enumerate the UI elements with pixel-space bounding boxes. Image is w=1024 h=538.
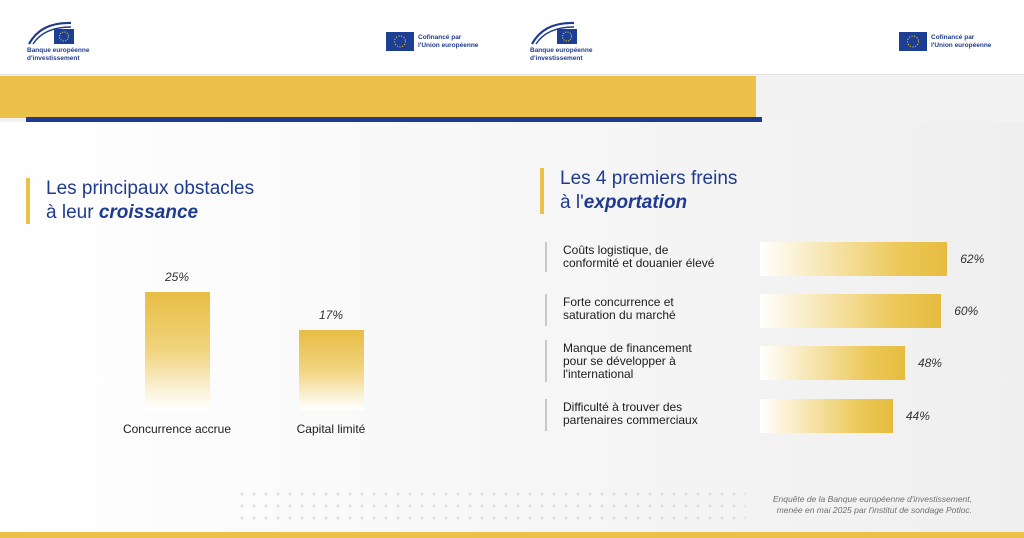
bar-category-label: Manque de financement pour se développer à l'international: [563, 341, 692, 381]
left-section-accent: [26, 178, 30, 224]
yellow-banner: [0, 76, 756, 118]
row-divider: [545, 399, 547, 431]
bar-category-label: Concurrence accrue: [122, 422, 232, 436]
row-divider: [545, 242, 547, 272]
row-divider: [545, 294, 547, 326]
bar: [760, 242, 947, 276]
right-section-title: Les 4 premiers freins à l'exportation: [560, 168, 738, 213]
bar-value-label: 62%: [960, 252, 985, 266]
bar-value-label: 44%: [905, 409, 930, 423]
bar-category-label: Coûts logistique, de conformité et douanier élevé: [563, 243, 715, 270]
eu-cofinance-badge: [386, 32, 486, 52]
bar-value-label: 48%: [917, 356, 942, 370]
header: [0, 0, 1024, 75]
bar: [145, 292, 210, 410]
bar: [760, 294, 941, 328]
eib-logo-icon: [530, 20, 582, 46]
bar: [299, 330, 364, 410]
bar: [760, 346, 905, 380]
bar-category-label: Forte concurrence et saturation du marché: [563, 295, 676, 322]
bar-fill: [299, 330, 364, 410]
eu-cofinance-badge: [899, 32, 999, 52]
bar-value-label: 60%: [954, 304, 979, 318]
bottom-strip: [0, 532, 1024, 538]
bar-category-label: Capital limité: [296, 422, 366, 436]
row-divider: [545, 340, 547, 382]
eu-flag-icon: [899, 32, 927, 51]
eu-flag-icon: [386, 32, 414, 51]
bar: [760, 399, 893, 433]
eu-cofinance-text: Cofinancé par l'Union européenne: [418, 34, 479, 49]
dot-pattern: [236, 488, 746, 528]
eu-cofinance-text: Cofinancé par l'Union européenne: [931, 34, 992, 49]
left-section-title: Les principaux obstacles à leur croissance: [46, 178, 255, 223]
eib-logo-icon: [27, 20, 79, 46]
bar-value-label: 25%: [164, 270, 190, 284]
bar-category-label: Difficulté à trouver des partenaires commerciaux: [563, 400, 698, 427]
bar-value-label: 17%: [318, 307, 344, 322]
right-section-accent: [540, 168, 544, 214]
source-note: Enquête de la Banque européenne d'investissement, menée en mai 2025 par l'institut de sondage Potloc.: [772, 494, 972, 515]
eib-logo-text: Banque européenne d'investissement: [27, 47, 90, 62]
bar-fill: [145, 292, 210, 410]
eib-logo-text: Banque européenne d'investissement: [530, 47, 593, 62]
